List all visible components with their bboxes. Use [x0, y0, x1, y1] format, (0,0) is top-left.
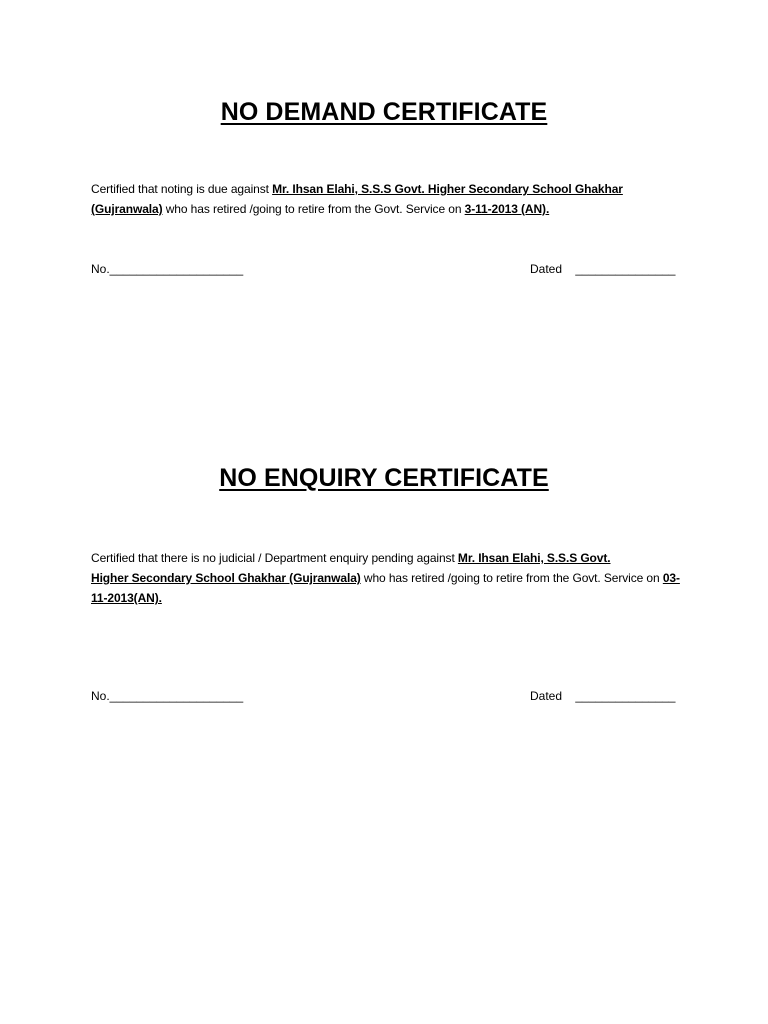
employee-school-district: Higher Secondary School Ghakhar (Gujranwala)	[91, 571, 361, 585]
no-demand-certificate-title: NO DEMAND CERTIFICATE	[220, 98, 548, 126]
retirement-date: 03-11-2013(AN).	[91, 571, 680, 605]
dated-field: Dated _______________	[530, 262, 676, 276]
no-enquiry-certificate-body	[91, 548, 681, 608]
dated-field: Dated _______________	[530, 689, 676, 703]
body-text: Certified that noting is due against	[91, 182, 273, 196]
number-field: No.____________________	[91, 262, 244, 276]
no-demand-certificate-body	[91, 179, 681, 219]
body-text: who has retired /going to retire from the Govt. Service on	[360, 571, 663, 585]
body-text: Certified that there is no judicial / Department enquiry pending against	[91, 551, 458, 565]
number-field: No.____________________	[91, 689, 244, 703]
no-enquiry-certificate-title: NO ENQUIRY CERTIFICATE	[219, 464, 549, 492]
employee-name-school: Mr. Ihsan Elahi, S.S.S Govt. Higher Secondary School Ghakhar	[272, 182, 623, 196]
employee-name: Mr. Ihsan Elahi, S.S.S Govt.	[457, 551, 611, 565]
body-text: who has retired /going to retire from the Govt. Service on	[162, 202, 465, 216]
employee-district: (Gujranwala)	[91, 202, 163, 216]
retirement-date: 3-11-2013 (AN).	[464, 202, 550, 216]
